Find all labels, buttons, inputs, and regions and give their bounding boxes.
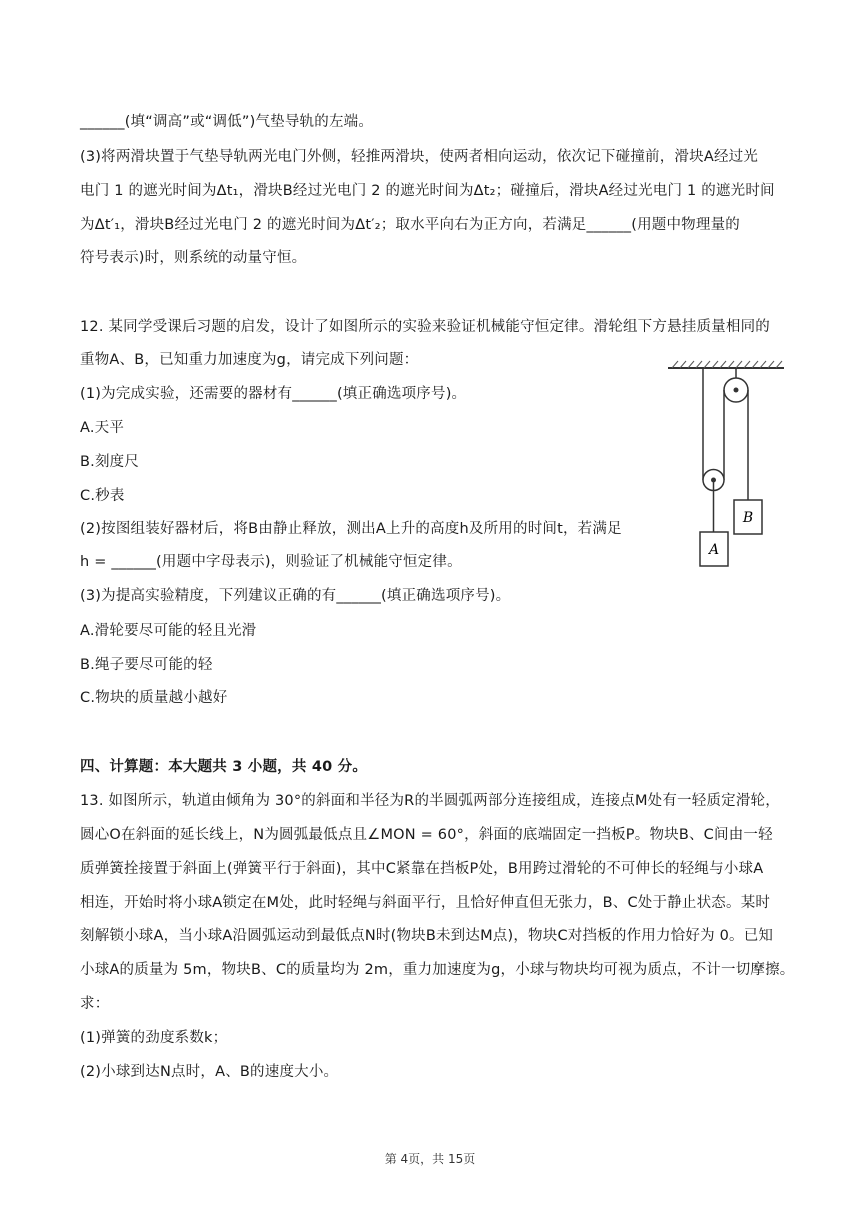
text-line: B.绳子要尽可能的轻 [80,657,213,673]
text-line: 四、计算题：本大题共 3 小题，共 40 分。 [80,759,368,775]
text-line: 12. 某同学受课后习题的启发，设计了如图所示的实验来验证机械能守恒定律。滑轮组下方悬挂质量相同的 [80,319,770,335]
text-line: 符号表示)时，则系统的动量守恒。 [80,250,307,266]
text-line: A.滑轮要尽可能的轻且光滑 [80,623,257,639]
text-line: (1)为完成实验，还需要的器材有______(填正确选项序号)。 [80,386,467,402]
text-line: 小球A的质量为 5m，物块B、C的质量均为 2m，重力加速度为g，小球与物块均可视为质点，不计一切摩擦。 [80,962,795,978]
text-line: 圆心O在斜面的延长线上，N为圆弧最低点且∠MON = 60°，斜面的底端固定一挡板P。物块B、C间由一轻 [80,827,773,843]
text-line: 重物A、B，已知重力加速度为g，请完成下列问题： [80,352,419,368]
text-line: h = ______(用题中字母表示)，则验证了机械能守恒定律。 [80,554,462,570]
text-line: ______(填“调高”或“调低”)气垫导轨的左端。 [80,114,374,130]
text-line: (3)为提高实验精度，下列建议正确的有______(填正确选项序号)。 [80,588,511,604]
text-line: 相连，开始时将小球A锁定在M处，此时轻绳与斜面平行，且恰好伸直但无张力，B、C处于静止状态。某时 [80,895,771,911]
text-line: C.物块的质量越小越好 [80,690,228,706]
text-line: 为Δt′₁，滑块B经过光电门 2 的遮光时间为Δt′₂；取水平向右为正方向，若满足______(用题中物理量的 [80,217,740,233]
text-line: 电门 1 的遮光时间为Δt₁，滑块B经过光电门 2 的遮光时间为Δt₂；碰撞后，滑块A经过光电门 1 的遮光时间 [80,183,775,199]
text-line: 质弹簧拴接置于斜面上(弹簧平行于斜面)，其中C紧靠在挡板P处，B用跨过滑轮的不可伸长的轻绳与小球A [80,861,764,877]
pulley-diagram [666,360,786,572]
page-footer: 第 4页，共 15页 [384,1152,476,1166]
text-line: 刻解锁小球A，当小球A沿圆弧运动到最低点N时(物块B未到达M点)，物块C对挡板的作用力恰好为 0。已知 [80,928,774,944]
text-line: (3)将两滑块置于气垫导轨两光电门外侧，轻推两滑块，使两者相向运动，依次记下碰撞前，滑块A经过光 [80,149,759,165]
text-line: 13. 如图所示，轨道由倾角为 30°的斜面和半径为R的半圆弧两部分连接组成，连接点M处有一轻质定滑轮， [80,793,780,809]
text-line: (2)小球到达N点时，A、B的速度大小。 [80,1064,339,1080]
text-line: A.天平 [80,420,125,436]
block-a-label: A [708,542,720,558]
text-line: B.刻度尺 [80,454,140,470]
ceiling-hatching [672,361,782,368]
text-line: C.秒表 [80,488,125,504]
text-line: 求： [80,996,110,1012]
block-b-label: B [742,510,754,526]
text-line: (2)按图组装好器材后，将B由静止释放，测出A上升的高度h及所用的时间t，若满足 [80,521,622,537]
text-line: (1)弹簧的劲度系数k； [80,1030,228,1046]
